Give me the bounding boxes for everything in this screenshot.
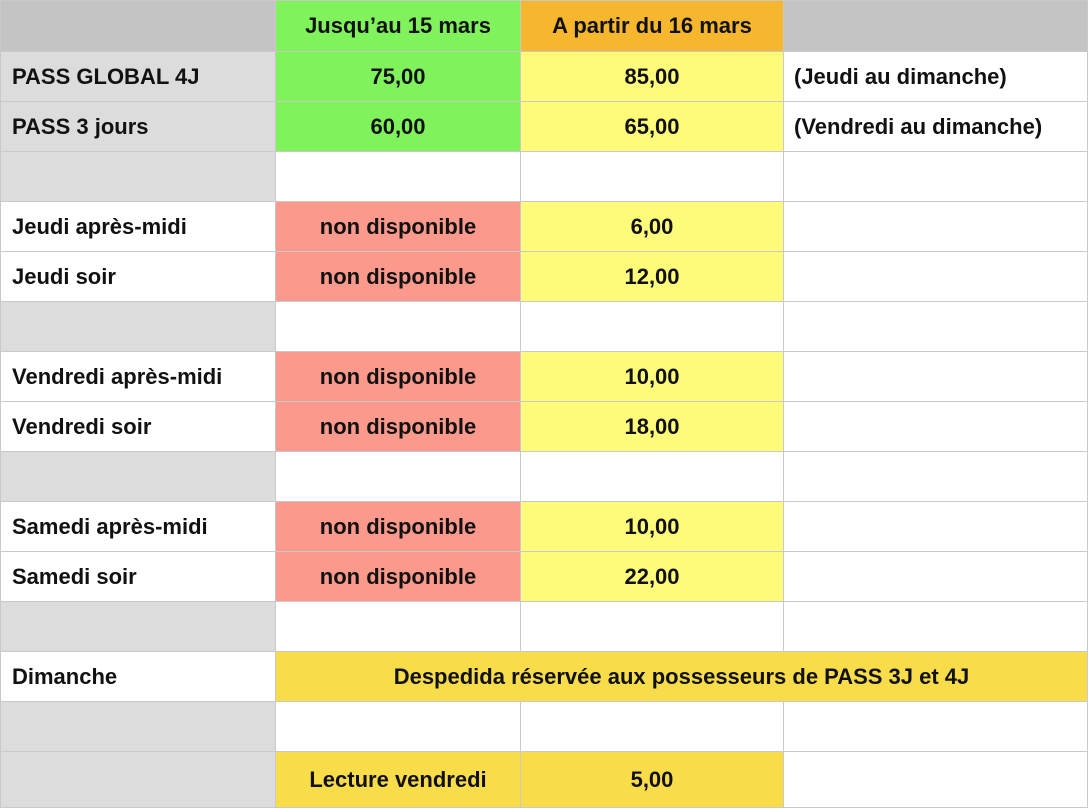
early-price-cell: non disponible bbox=[276, 202, 521, 252]
empty-cell bbox=[1, 452, 276, 502]
header-corner-cell bbox=[1, 1, 276, 52]
empty-cell bbox=[276, 452, 521, 502]
early-price-cell: 60,00 bbox=[276, 102, 521, 152]
empty-cell bbox=[1, 302, 276, 352]
note-cell bbox=[784, 502, 1088, 552]
note-cell bbox=[784, 352, 1088, 402]
reading-price-cell: 5,00 bbox=[521, 752, 784, 808]
row-label: PASS 3 jours bbox=[1, 102, 276, 152]
early-price-cell: non disponible bbox=[276, 352, 521, 402]
table-row bbox=[1, 202, 1088, 252]
empty-cell bbox=[521, 452, 784, 502]
table-row bbox=[1, 552, 1088, 602]
empty-cell bbox=[521, 152, 784, 202]
note-cell bbox=[784, 252, 1088, 302]
note-cell bbox=[784, 202, 1088, 252]
late-price-cell: 6,00 bbox=[521, 202, 784, 252]
empty-cell bbox=[276, 152, 521, 202]
row-label: Samedi après-midi bbox=[1, 502, 276, 552]
empty-cell bbox=[784, 302, 1088, 352]
early-price-cell: 75,00 bbox=[276, 52, 521, 102]
sunday-row bbox=[1, 652, 1088, 702]
empty-cell bbox=[276, 602, 521, 652]
spacer-row bbox=[1, 602, 1088, 652]
empty-cell bbox=[1, 602, 276, 652]
note-cell: (Vendredi au dimanche) bbox=[784, 102, 1088, 152]
early-price-cell: non disponible bbox=[276, 552, 521, 602]
header-note-cell bbox=[784, 1, 1088, 52]
header-early-cell: Jusqu’au 15 mars bbox=[276, 1, 521, 52]
late-price-cell: 22,00 bbox=[521, 552, 784, 602]
table-row bbox=[1, 252, 1088, 302]
row-label: Samedi soir bbox=[1, 552, 276, 602]
empty-cell bbox=[1, 152, 276, 202]
row-label: Vendredi après-midi bbox=[1, 352, 276, 402]
table-row bbox=[1, 52, 1088, 102]
sunday-note-cell: Despedida réservée aux possesseurs de PASS 3J et 4J bbox=[276, 652, 1088, 702]
late-price-cell: 18,00 bbox=[521, 402, 784, 452]
empty-cell bbox=[1, 752, 276, 808]
spacer-row bbox=[1, 302, 1088, 352]
table-row bbox=[1, 502, 1088, 552]
early-price-cell: non disponible bbox=[276, 502, 521, 552]
header-late-cell: A partir du 16 mars bbox=[521, 1, 784, 52]
reading-label-cell: Lecture vendredi bbox=[276, 752, 521, 808]
empty-cell bbox=[521, 602, 784, 652]
late-price-cell: 12,00 bbox=[521, 252, 784, 302]
row-label: PASS GLOBAL 4J bbox=[1, 52, 276, 102]
late-price-cell: 65,00 bbox=[521, 102, 784, 152]
reading-row bbox=[1, 752, 1088, 808]
spacer-row bbox=[1, 702, 1088, 752]
early-price-cell: non disponible bbox=[276, 402, 521, 452]
row-label: Jeudi soir bbox=[1, 252, 276, 302]
note-cell bbox=[784, 552, 1088, 602]
spacer-row bbox=[1, 152, 1088, 202]
early-price-cell: non disponible bbox=[276, 252, 521, 302]
late-price-cell: 10,00 bbox=[521, 352, 784, 402]
row-label: Dimanche bbox=[1, 652, 276, 702]
empty-cell bbox=[784, 452, 1088, 502]
empty-cell bbox=[784, 702, 1088, 752]
note-cell bbox=[784, 402, 1088, 452]
note-cell: (Jeudi au dimanche) bbox=[784, 52, 1088, 102]
empty-cell bbox=[784, 752, 1088, 808]
header-row bbox=[1, 1, 1088, 52]
empty-cell bbox=[1, 702, 276, 752]
empty-cell bbox=[784, 152, 1088, 202]
empty-cell bbox=[521, 702, 784, 752]
table-row bbox=[1, 352, 1088, 402]
empty-cell bbox=[521, 302, 784, 352]
late-price-cell: 10,00 bbox=[521, 502, 784, 552]
empty-cell bbox=[276, 302, 521, 352]
empty-cell bbox=[276, 702, 521, 752]
table-row bbox=[1, 402, 1088, 452]
late-price-cell: 85,00 bbox=[521, 52, 784, 102]
row-label: Jeudi après-midi bbox=[1, 202, 276, 252]
table-row bbox=[1, 102, 1088, 152]
spacer-row bbox=[1, 452, 1088, 502]
row-label: Vendredi soir bbox=[1, 402, 276, 452]
empty-cell bbox=[784, 602, 1088, 652]
